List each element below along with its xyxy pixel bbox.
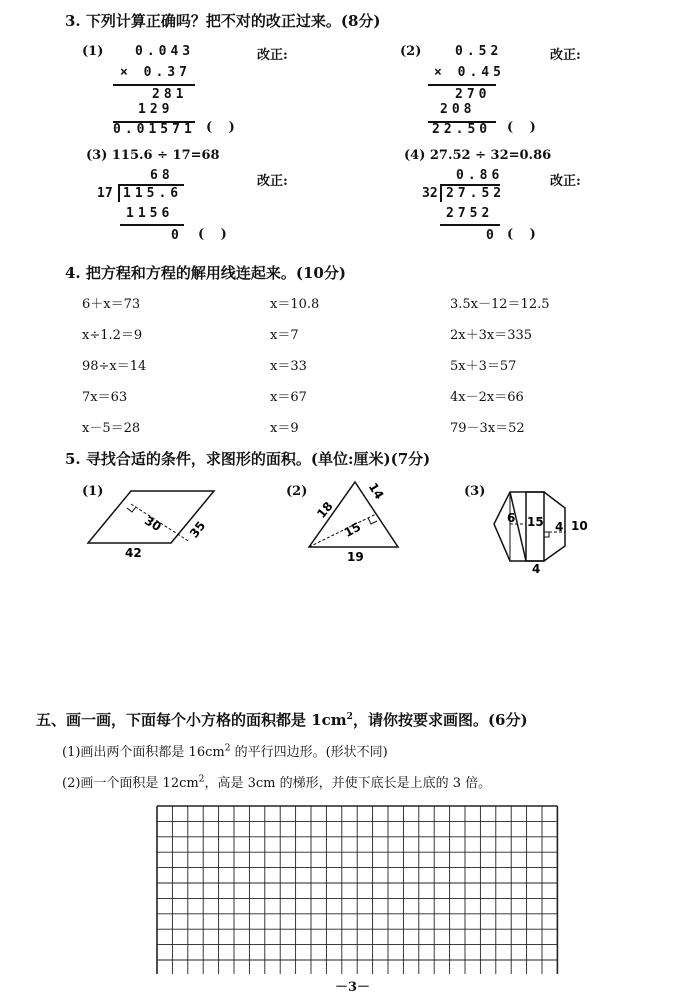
q3-p2-partial1: 270 bbox=[455, 87, 491, 102]
parallelogram-side-label: 35 bbox=[186, 518, 209, 541]
q3-p3-product: 1156 bbox=[126, 206, 174, 221]
parallelogram-height-label: 30 bbox=[142, 513, 164, 535]
q3-p3-label: (3) 115.6 ÷ 17=68 bbox=[86, 148, 220, 163]
drawing-grid[interactable] bbox=[155, 804, 563, 974]
section5-task1-text-end: 的平行四边形。(形状不同) bbox=[230, 745, 388, 760]
q3-p1-label: (1) bbox=[82, 44, 104, 59]
composite-rect-height-label: 15 bbox=[527, 515, 544, 529]
q4-solution[interactable]: x＝33 bbox=[270, 359, 307, 374]
parallelogram-base-label: 42 bbox=[125, 546, 142, 560]
q3-p3-remainder: 0 bbox=[171, 228, 183, 243]
q4-equation[interactable]: x－5＝28 bbox=[82, 421, 141, 436]
q4-equation[interactable]: x÷1.2＝9 bbox=[82, 328, 143, 343]
q5-fig1-label: (1) bbox=[82, 484, 104, 499]
q3-p1-partial1: 281 bbox=[152, 87, 188, 102]
q3-p4-dividend: 27.52 bbox=[446, 186, 506, 201]
section5-task2-text: (2)画一个面积是 12cm bbox=[62, 776, 199, 791]
composite-figure bbox=[494, 492, 588, 576]
q4-solution[interactable]: x＝9 bbox=[270, 421, 299, 436]
section5-task2 bbox=[62, 772, 491, 791]
section5-title-text-end: ，请你按要求画图。(6分) bbox=[352, 711, 528, 729]
q4-equation[interactable]: 98÷x＝14 bbox=[82, 359, 147, 374]
section5-title bbox=[36, 709, 528, 730]
q3-p4-answer-paren[interactable]: ( ) bbox=[507, 227, 542, 242]
triangle-height-label: 15 bbox=[341, 519, 364, 540]
composite-base-label: 4 bbox=[532, 562, 541, 576]
section5-task2-sup: 2 bbox=[198, 774, 205, 785]
triangle-figure bbox=[309, 480, 398, 564]
section5-title-text: 五、画一画，下面每个小方格的面积都是 1cm bbox=[36, 711, 347, 729]
q3-p4-correct-label: 改正: bbox=[550, 174, 581, 189]
q4-equation-right[interactable]: 3.5x－12＝12.5 bbox=[450, 297, 550, 312]
q4-solution[interactable]: x＝7 bbox=[270, 328, 299, 343]
q3-p3-divisor: 17 bbox=[97, 186, 113, 201]
section5-title-sup: 2 bbox=[346, 712, 353, 722]
q3-p2-multiplier: × 0.45 bbox=[434, 65, 505, 80]
q3-title: 3. 下列计算正确吗？把不对的改正过来。(8分) bbox=[65, 12, 381, 30]
q3-p3-quotient: 68 bbox=[150, 168, 174, 183]
q3-p2-multiplicand: 0.52 bbox=[455, 44, 503, 59]
q4-equation[interactable]: 6＋x＝73 bbox=[82, 297, 141, 312]
q3-p2-result: 22.50 bbox=[432, 122, 492, 137]
page-number: －3－ bbox=[335, 980, 371, 995]
q3-p3-dividend: 115.6 bbox=[123, 186, 183, 201]
q3-p1-partial2: 129 bbox=[138, 102, 174, 117]
q4-solution[interactable]: x＝67 bbox=[270, 390, 307, 405]
section5-task1-text: (1)画出两个面积都是 16cm bbox=[62, 745, 225, 760]
q3-p4-remainder: 0 bbox=[486, 228, 498, 243]
triangle-base-label: 19 bbox=[347, 550, 364, 564]
q3-p4-label: (4) 27.52 ÷ 32=0.86 bbox=[404, 148, 552, 163]
triangle-right-side-label: 14 bbox=[365, 480, 387, 502]
q3-p1-correct-label: 改正: bbox=[257, 48, 288, 63]
q3-p2-correct-label: 改正: bbox=[550, 48, 581, 63]
composite-right-height-label: 4 bbox=[555, 520, 564, 534]
section5-task2-text-end: ，高是 3cm 的梯形，并使下底长是上底的 3 倍。 bbox=[204, 776, 492, 791]
q3-p1-multiplier: × 0.37 bbox=[120, 65, 191, 80]
q5-fig2-label: (2) bbox=[286, 484, 308, 499]
section5-task1-sup: 2 bbox=[224, 743, 231, 754]
q4-equation-right[interactable]: 79－3x＝52 bbox=[450, 421, 525, 436]
q4-solution[interactable]: x＝10.8 bbox=[270, 297, 320, 312]
composite-right-side-label: 10 bbox=[571, 519, 588, 533]
q3-p1-multiplicand: 0.043 bbox=[135, 44, 195, 59]
q5-fig3-label: (3) bbox=[464, 484, 486, 499]
q3-p1-answer-paren[interactable]: ( ) bbox=[206, 120, 241, 135]
q3-p2-label: (2) bbox=[400, 44, 422, 59]
q4-title: 4. 把方程和方程的解用线连起来。(10分) bbox=[65, 264, 346, 282]
composite-left-height-label: 6 bbox=[507, 511, 516, 525]
q5-title: 5. 寻找合适的条件，求图形的面积。(单位:厘米)(7分) bbox=[65, 450, 431, 468]
q3-p4-product: 2752 bbox=[446, 206, 494, 221]
q3-p3-correct-label: 改正: bbox=[257, 174, 288, 189]
q3-p4-quotient: 0.86 bbox=[456, 168, 504, 183]
q3-p4-divisor: 32 bbox=[422, 186, 438, 201]
q4-equation-right[interactable]: 2x＋3x＝335 bbox=[450, 328, 533, 343]
q3-p2-answer-paren[interactable]: ( ) bbox=[507, 120, 542, 135]
q3-p2-partial2: 208 bbox=[440, 102, 476, 117]
q4-equation-right[interactable]: 5x＋3＝57 bbox=[450, 359, 517, 374]
q4-equation[interactable]: 7x＝63 bbox=[82, 390, 128, 405]
q3-p1-result: 0.01571 bbox=[113, 122, 196, 137]
q4-equation-right[interactable]: 4x－2x＝66 bbox=[450, 390, 524, 405]
section5-task1 bbox=[62, 741, 388, 760]
parallelogram-figure bbox=[88, 491, 214, 560]
triangle-left-side-label: 18 bbox=[314, 499, 336, 521]
q3-p3-answer-paren[interactable]: ( ) bbox=[198, 227, 233, 242]
